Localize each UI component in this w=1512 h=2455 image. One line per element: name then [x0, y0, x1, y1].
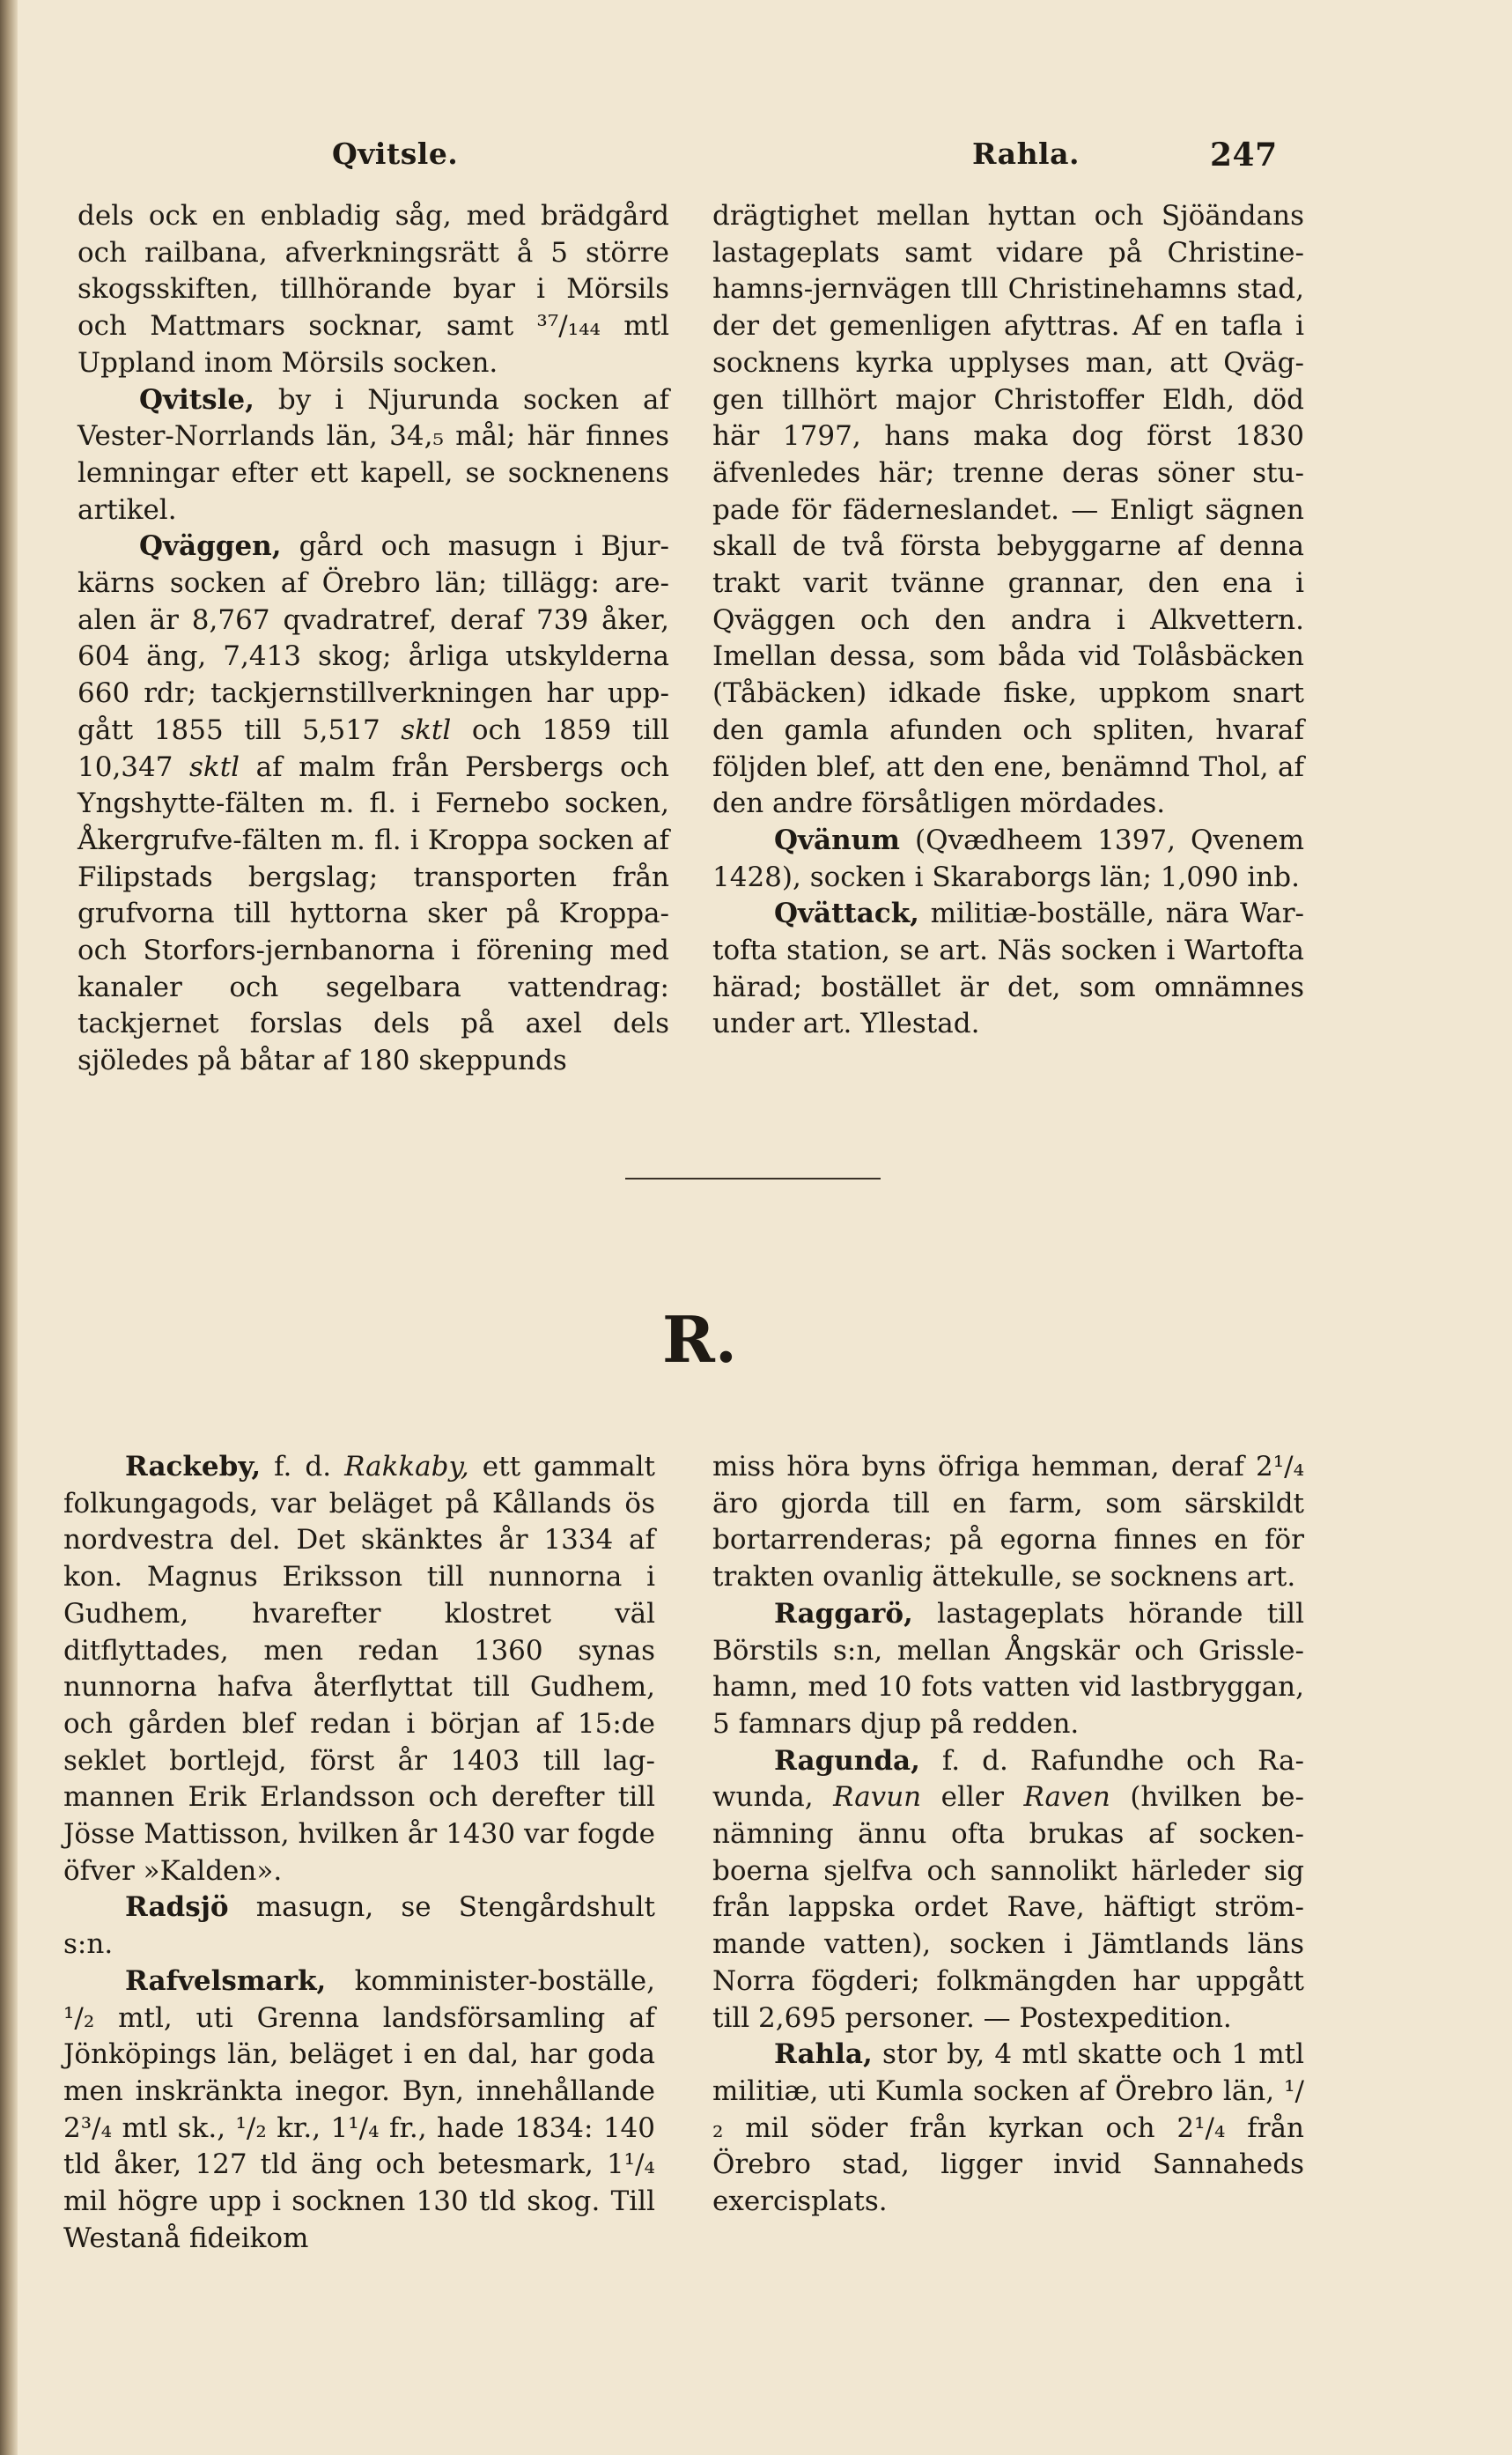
entry-qvattack	[712, 896, 1304, 1043]
entry-text: militiæ-boställe, nära Wartofta station, se art. Näs socken i Wartofta härad; bostället är det, som omnämnes under art. Yllestad.	[712, 898, 1304, 1040]
unit-abbrev: sktl	[401, 714, 452, 746]
entry-text: (hvilken benämning ännu ofta brukas af sockenboerna sjelfva och sannolikt härleder sig från lappska ordet Rave, häftigt strömmande vatten), socken i Jämtlands läns Norra fögderi; folkmängden har uppgått till 2,695 personer. — Postexpedition.	[712, 1781, 1304, 2034]
headword: Rackeby,	[125, 1451, 262, 1483]
paragraph-continuation: dels ock en enbladig såg, med brädgård och railbana, afverkningsrätt å 5 större skogsskiften, tillhörande byar i Mörsils och Mattmars socknar, samt ³⁷/₁₄₄ mtl Uppland inom Mörsils socken.	[77, 200, 669, 379]
entry-text: komminister-boställe, ¹/₂ mtl, uti Grenna landsförsamling af Jönköpings län, beläget i en dal, har goda men inskränkta inegor. Byn, innehållande 2³/₄ mtl sk., ¹/₂ kr., 1¹/₄ fr., hade 1834: 140 tld åker, 127 tld äng och betesmark, 1¹/₄ mil högre upp i socknen 130 tld skog. Till Westanå fideikom	[63, 1964, 655, 2254]
running-head-left: Qvitsle.	[332, 137, 459, 171]
headword: Raggarö,	[774, 1597, 913, 1630]
headword: Qvättack,	[774, 898, 919, 930]
entry-rafvelsmark	[63, 1963, 655, 2258]
entry-radsjo	[63, 1889, 655, 1963]
entry-qvanum	[712, 823, 1304, 896]
entry-qvaggen	[77, 529, 669, 1080]
column-top-right	[712, 198, 1304, 1043]
variant-name: Raven	[1023, 1781, 1110, 1814]
entry-text: och 1859 till 10,347	[77, 714, 670, 783]
column-top-left	[77, 198, 669, 1080]
entry-raggaro	[712, 1596, 1304, 1743]
headword: Qvitsle,	[139, 383, 254, 416]
headword: Qväggen,	[139, 530, 282, 563]
paragraph-continuation: drägtighet mellan hyttan och Sjöändans lastageplats samt vidare på Christinehamns-jernvägen tlll Christinehamns stad, der det gemenligen afyttras. Af en tafla i socknens kyrka upplyses man, att Qväggen tillhört major Christoffer Eldh, död här 1797, hans maka dog först 1830 äfvenledes här; trenne deras söner stupade för fäderneslandet. — Enligt sägnen skall de två första bebyggarne af denna trakt varit tvänne grannar, den ena i Qväggen och den andra i Alkvettern. Imellan dessa, som båda vid Tolåsbäcken (Tåbäcken) idkade fiske, uppkom snart den gamla afunden och spliten, hvaraf följden blef, att den ene, benämnd Thol, af den andre försåtligen mördades.	[712, 200, 1304, 820]
entry-qvitsle	[77, 382, 669, 529]
entry-text: af malm från Persbergs och Yngshytte-fälten m. fl. i Fernebo socken, Åkergrufve-fälten m. fl. i Kroppa socken af Filipstads bergslag; transporten från grufvorna till hyttorna sker på Kroppa- och Storfors-jernbanorna i förening med kanaler och segelbara vattendrag: tackjernet forslas dels på axel dels sjöledes på båtar af 180 skeppunds	[77, 751, 669, 1077]
page-number: 247	[1210, 137, 1278, 174]
entry-text: ett gammalt folkungagods, var beläget på Kållands ös nordvestra del. Det skänktes år 1334 af kon. Magnus Eriksson till nunnorna i Gudhem, hvarefter klostret väl ditflyttades, men redan 1360 synas nunnorna hafva återflyttat till Gudhem, och gården blef redan i början af 15:de seklet bortlejd, först år 1403 till lagmannen Erik Erlandsson och derefter till Jösse Mattisson, hvilken år 1430 var fogde öfver »Kalden».	[63, 1451, 655, 1887]
unit-abbrev: sktl	[189, 751, 240, 783]
entry-rahla	[712, 2037, 1304, 2221]
variant-name: Ravun	[833, 1781, 922, 1814]
entry-ragunda	[712, 1743, 1304, 2037]
headword: Qvänum	[774, 824, 900, 856]
headword: Ragunda,	[774, 1744, 920, 1777]
entry-text: gård och masugn i Bjurkärns socken af Örebro län; tillägg: arealen är 8,767 qvadratref, deraf 739 åker, 604 äng, 7,413 skog; årliga utskylderna 660 rdr; tackjernstillverkningen har uppgått 1855 till 5,517	[77, 530, 669, 746]
section-letter: R.	[662, 1302, 737, 1377]
entry-text: f. d.	[261, 1451, 345, 1483]
headword: Rahla,	[774, 2038, 873, 2071]
section-divider	[625, 1178, 881, 1179]
entry-text: eller	[921, 1781, 1024, 1814]
paragraph-continuation: miss höra byns öfriga hemman, deraf 2¹/₄ äro gjorda till en farm, som särskildt bortarrenderas; på egorna finnes en för trakten ovanlig ättekulle, se socknens art.	[712, 1451, 1304, 1594]
entry-text: by i Njurunda socken af Vester-Norrlands län, 34,₅ mål; här finnes lemningar efter ett kapell, se socknenens artikel.	[77, 383, 669, 526]
running-head-right: Rahla.	[972, 137, 1080, 171]
entry-text: masugn, se Stengårdshult s:n.	[63, 1891, 655, 1961]
entry-rackeby	[63, 1449, 655, 1889]
column-bottom-right	[712, 1449, 1304, 2221]
entry-text: f. d. Rafundhe och Rawunda,	[712, 1744, 1304, 1814]
column-bottom-left	[63, 1449, 655, 2257]
entry-text: lastageplats hörande till Börstils s:n, mellan Ångskär och Grisslehamn, med 10 fots vatten vid lastbryggan, 5 famnars djup på redden.	[712, 1597, 1304, 1740]
headword: Radsjö	[125, 1891, 229, 1924]
variant-name: Rakkaby,	[344, 1451, 469, 1483]
headword: Rafvelsmark,	[125, 1964, 327, 1997]
entry-text: stor by, 4 mtl skatte och 1 mtl militiæ, uti Kumla socken af Örebro län, ¹/₂ mil söder från kyrkan och 2¹/₄ från Örebro stad, ligger invid Sannaheds exercisplats.	[712, 2038, 1304, 2218]
entry-text: (Qvædheem 1397, Qvenem 1428), socken i Skaraborgs län; 1,090 inb.	[712, 824, 1304, 893]
